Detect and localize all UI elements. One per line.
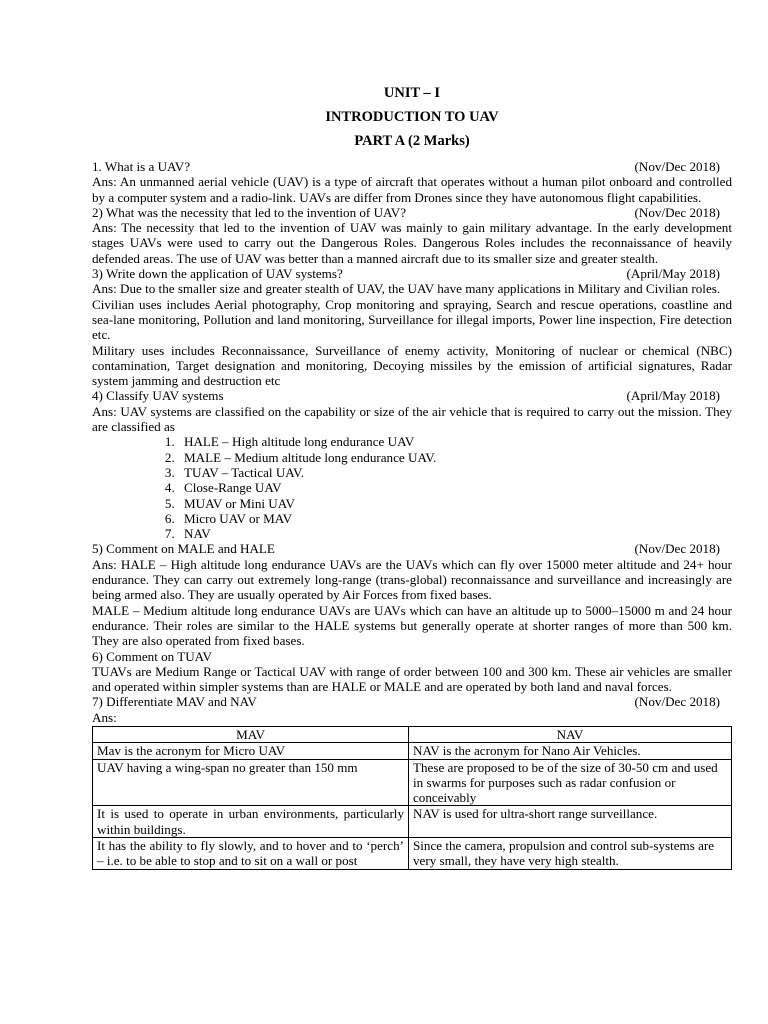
question-text: 6) Comment on TUAV (92, 648, 212, 664)
table-cell: NAV is used for ultra-short range surveillance. (409, 806, 732, 838)
answer-paragraph: Ans: Due to the smaller size and greater stealth of UAV, the UAV have many applications in Military and Civilian roles. (92, 281, 721, 297)
classification-list (92, 434, 732, 541)
table-cell: It is used to operate in urban environments, particularly within buildings. (93, 806, 409, 838)
question-text: 7) Differentiate MAV and NAV (92, 694, 257, 710)
list-item: 7. NAV (178, 526, 732, 541)
list-item: 3. TUAV – Tactical UAV. (178, 465, 732, 480)
answer-paragraph: Ans: The necessity that led to the invention of UAV was mainly to gain military advantage. In the early development stages UAVs were used to carry out the Dangerous Roles. Dangerous Roles includes the reconnaissance of heavily defended areas. The use of UAV was better than a manned aircraft due to its smaller size and greater stealth. (92, 220, 732, 266)
answer-paragraph: TUAVs are Medium Range or Tactical UAV with range of order between 100 and 300 km. These air vehicles are smaller and operated within simpler systems than are HALE or MALE and are operated by both land and naval forces. (92, 663, 732, 695)
table-row (93, 759, 732, 806)
answer-paragraph: Ans: An unmanned aerial vehicle (UAV) is a type of aircraft that operates without a human pilot onboard and controlled by a computer system and a radio-link. UAVs are differ from Drones since they have autonomous flight capabilities. (92, 174, 732, 205)
table-cell: Mav is the acronym for Micro UAV (93, 743, 409, 759)
exam-date: (April/May 2018) (626, 388, 720, 404)
table-cell: Since the camera, propulsion and control sub-systems are very small, they have very high stealth. (409, 838, 732, 870)
table-row (93, 806, 732, 838)
page-title: INTRODUCTION TO UAV (325, 109, 499, 125)
list-item: 5. MUAV or Mini UAV (178, 496, 732, 511)
unit-heading: UNIT – I (383, 85, 441, 101)
list-item: 1. HALE – High altitude long endurance UAV (178, 434, 732, 449)
question-line (92, 649, 732, 664)
list-item: 6. Micro UAV or MAV (178, 511, 732, 526)
qa-sections (92, 159, 732, 725)
answer-paragraph: Ans: HALE – High altitude long endurance UAVs are the UAVs which can fly over 15000 meter altitude and 24+ hour endurance. They can carry out extremely long-range (trans-global) reconnaissance and surveillance and increasingly are being armed also. They are usually operated by Air Forces from fixed bases. (92, 556, 732, 603)
list-item: 4. Close-Range UAV (178, 480, 732, 495)
question-line (92, 388, 732, 403)
question-line (92, 541, 732, 556)
answer-paragraph: Military uses includes Reconnaissance, Surveillance of enemy activity, Monitoring of nuclear or chemical (NBC) contamination, Target designation and monitoring, Decoying missiles by the emission of artificial signatures, Radar system jamming and destruction etc (92, 342, 732, 389)
table-header-row (93, 726, 732, 742)
exam-date (720, 649, 732, 664)
question-line (92, 266, 732, 281)
question-line (92, 694, 732, 709)
question-text: 2) What was the necessity that led to the invention of UAV? (92, 204, 407, 220)
table-row (93, 743, 732, 759)
mav-nav-table (92, 726, 732, 870)
answer-paragraph: Civilian uses includes Aerial photography, Crop monitoring and spraying, Search and rescue operations, coastline and sea-lane monitoring, Pollution and land monitoring, Surveillance for illegal imports, Power line inspection, Fire detection etc. (92, 296, 732, 343)
exam-date: (Nov/Dec 2018) (634, 159, 720, 174)
part-heading: PART A (2 Marks) (354, 133, 470, 149)
question-line (92, 159, 732, 174)
exam-date: (Nov/Dec 2018) (634, 694, 720, 710)
question-text: 1. What is a UAV? (92, 159, 191, 174)
table-row (93, 838, 732, 870)
table-cell: NAV is the acronym for Nano Air Vehicles. (409, 743, 732, 759)
question-text: 4) Classify UAV systems (92, 388, 224, 404)
table-cell: UAV having a wing-span no greater than 150 mm (93, 759, 409, 806)
answer-paragraph: Ans: (92, 709, 117, 725)
question-text: 3) Write down the application of UAV systems? (92, 266, 343, 282)
question-line (92, 205, 732, 220)
exam-date: (Nov/Dec 2018) (634, 204, 720, 220)
exam-date: (April/May 2018) (626, 266, 720, 282)
exam-date: (Nov/Dec 2018) (634, 541, 720, 557)
table-cell: It has the ability to fly slowly, and to hover and to ‘perch’ – i.e. to be able to stop and to sit on a wall or post (93, 838, 409, 870)
question-text: 5) Comment on MALE and HALE (92, 541, 275, 557)
list-item: 2. MALE – Medium altitude long endurance UAV. (178, 450, 732, 465)
answer-paragraph: MALE – Medium altitude long endurance UAVs are UAVs which can have an altitude up to 5000–15000 m and 24 hour endurance. Their roles are similar to the HALE systems but generally operate at shorter ranges of more than 500 km. They are also operated from fixed bases. (92, 602, 732, 649)
document-page (92, 86, 732, 870)
table-cell: These are proposed to be of the size of 30-50 cm and used in swarms for purposes such as radar confusion or conceivably (409, 759, 732, 806)
table-header-nav: NAV (409, 726, 732, 742)
answer-paragraph: Ans: UAV systems are classified on the capability or size of the air vehicle that is required to carry out the mission. They are classified as (92, 403, 732, 435)
table-header-mav: MAV (93, 726, 409, 742)
